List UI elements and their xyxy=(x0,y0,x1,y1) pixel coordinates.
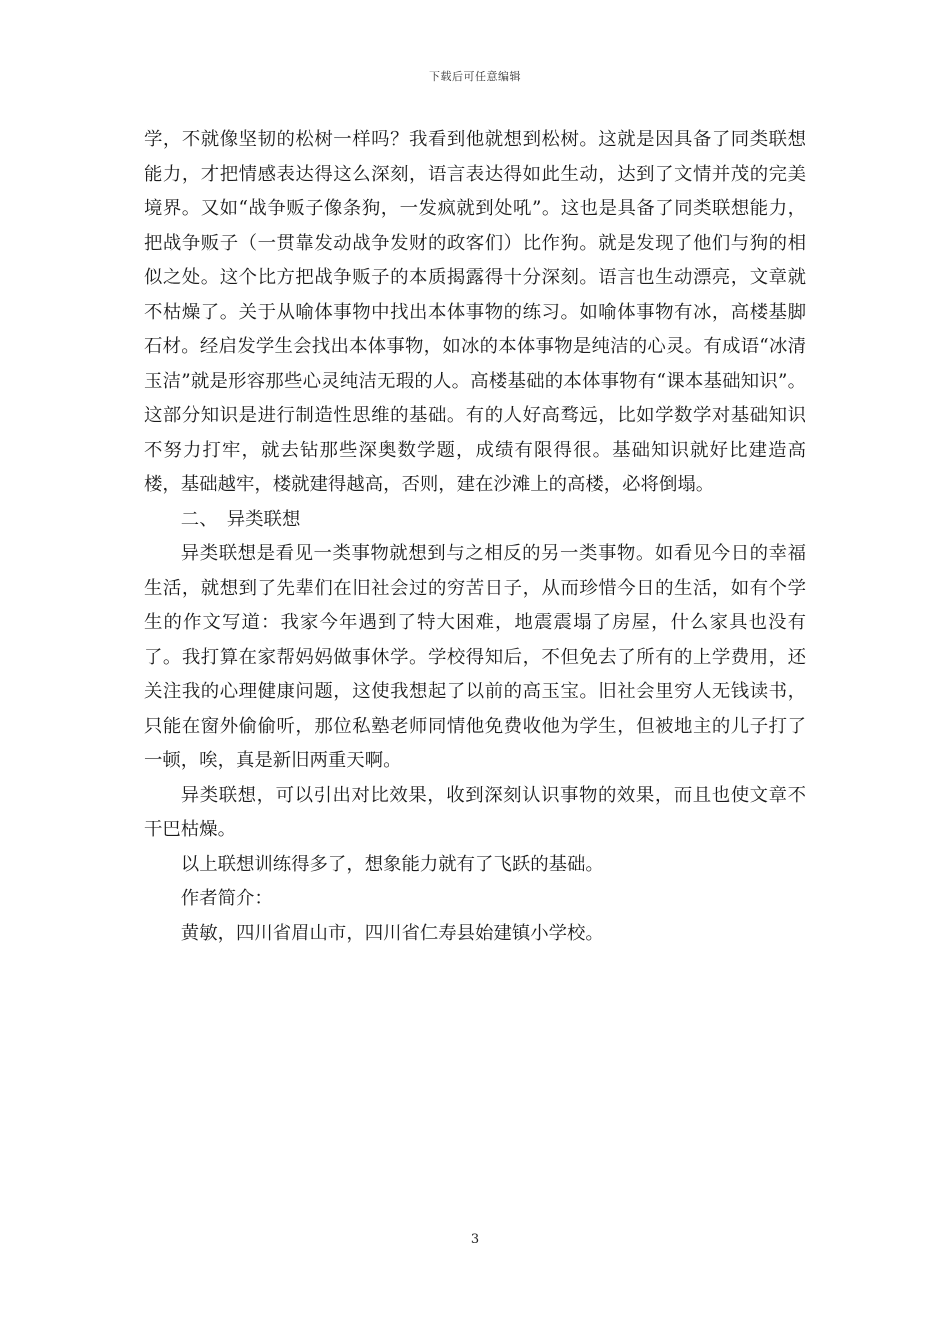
section-heading: 二、 异类联想 xyxy=(180,508,301,530)
body-paragraph-continuation: 学，不就像坚韧的松树一样吗？我看到他就想到松树。这就是因具备了同类联想能力，才把情感表达得这么深刻，语言表达得如此生动，达到了文情并茂的完美境界。又如“战争贩子像条狗，一发疯就到处吼”。这也是具备了同类联想能力，把战争贩子（一贯靠发动战争发财的政客们）比作狗。就是发现了他们与狗的相似之处。这个比方把战争贩子的本质揭露得十分深刻。语言也生动漂亮，文章就不枯燥了。关于从喻体事物中找出本体事物的练习。如喻体事物有冰，高楼基脚石材。经启发学生会找出本体事物，如冰的本体事物是纯洁的心灵。有成语“冰清玉洁”就是形容那些心灵纯洁无瑕的人。高楼基础的本体事物有“课本基础知识”。这部分知识是进行制造性思维的基础。有的人好高骛远，比如学数学对基础知识不努力打牢，就去钻那些深奥数学题，成绩有限得很。基础知识就好比建造高楼，基础越牢，楼就建得越高，否则，建在沙滩上的高楼，必将倒塌。 xyxy=(144,129,806,495)
author-intro-label: 作者简介： xyxy=(180,888,273,909)
page-header: 下载后可任意编辑 xyxy=(429,70,521,83)
body-paragraph-conclusion: 以上联想训练得多了，想象能力就有了飞跃的基础。 xyxy=(180,853,604,875)
body-paragraph-contrast-effect: 异类联想，可以引出对比效果，收到深刻认识事物的效果，而且也使文章不干巴枯燥。 xyxy=(144,784,806,840)
author-intro-text: 黄敏，四川省眉山市，四川省仁寿县始建镇小学校。 xyxy=(180,922,604,944)
body-paragraph-contrast-association: 异类联想是看见一类事物就想到与之相反的另一类事物。如看见今日的幸福生活，就想到了先辈们在旧社会过的穷苦日子，从而珍惜今日的生活，如有个学生的作文写道：我家今年遇到了特大困难，地震震塌了房屋，什么家具也没有了。我打算在家帮妈妈做事休学。学校得知后，不但免去了所有的上学费用，还关注我的心理健康问题，这使我想起了以前的高玉宝。旧社会里穷人无钱读书，只能在窗外偷偷听，那位私塾老师同情他免费收他为学生，但被地主的儿子打了一顿，唉，真是新旧两重天啊。 xyxy=(144,543,806,771)
document-body xyxy=(144,123,806,951)
page-number: 3 xyxy=(470,1232,480,1247)
